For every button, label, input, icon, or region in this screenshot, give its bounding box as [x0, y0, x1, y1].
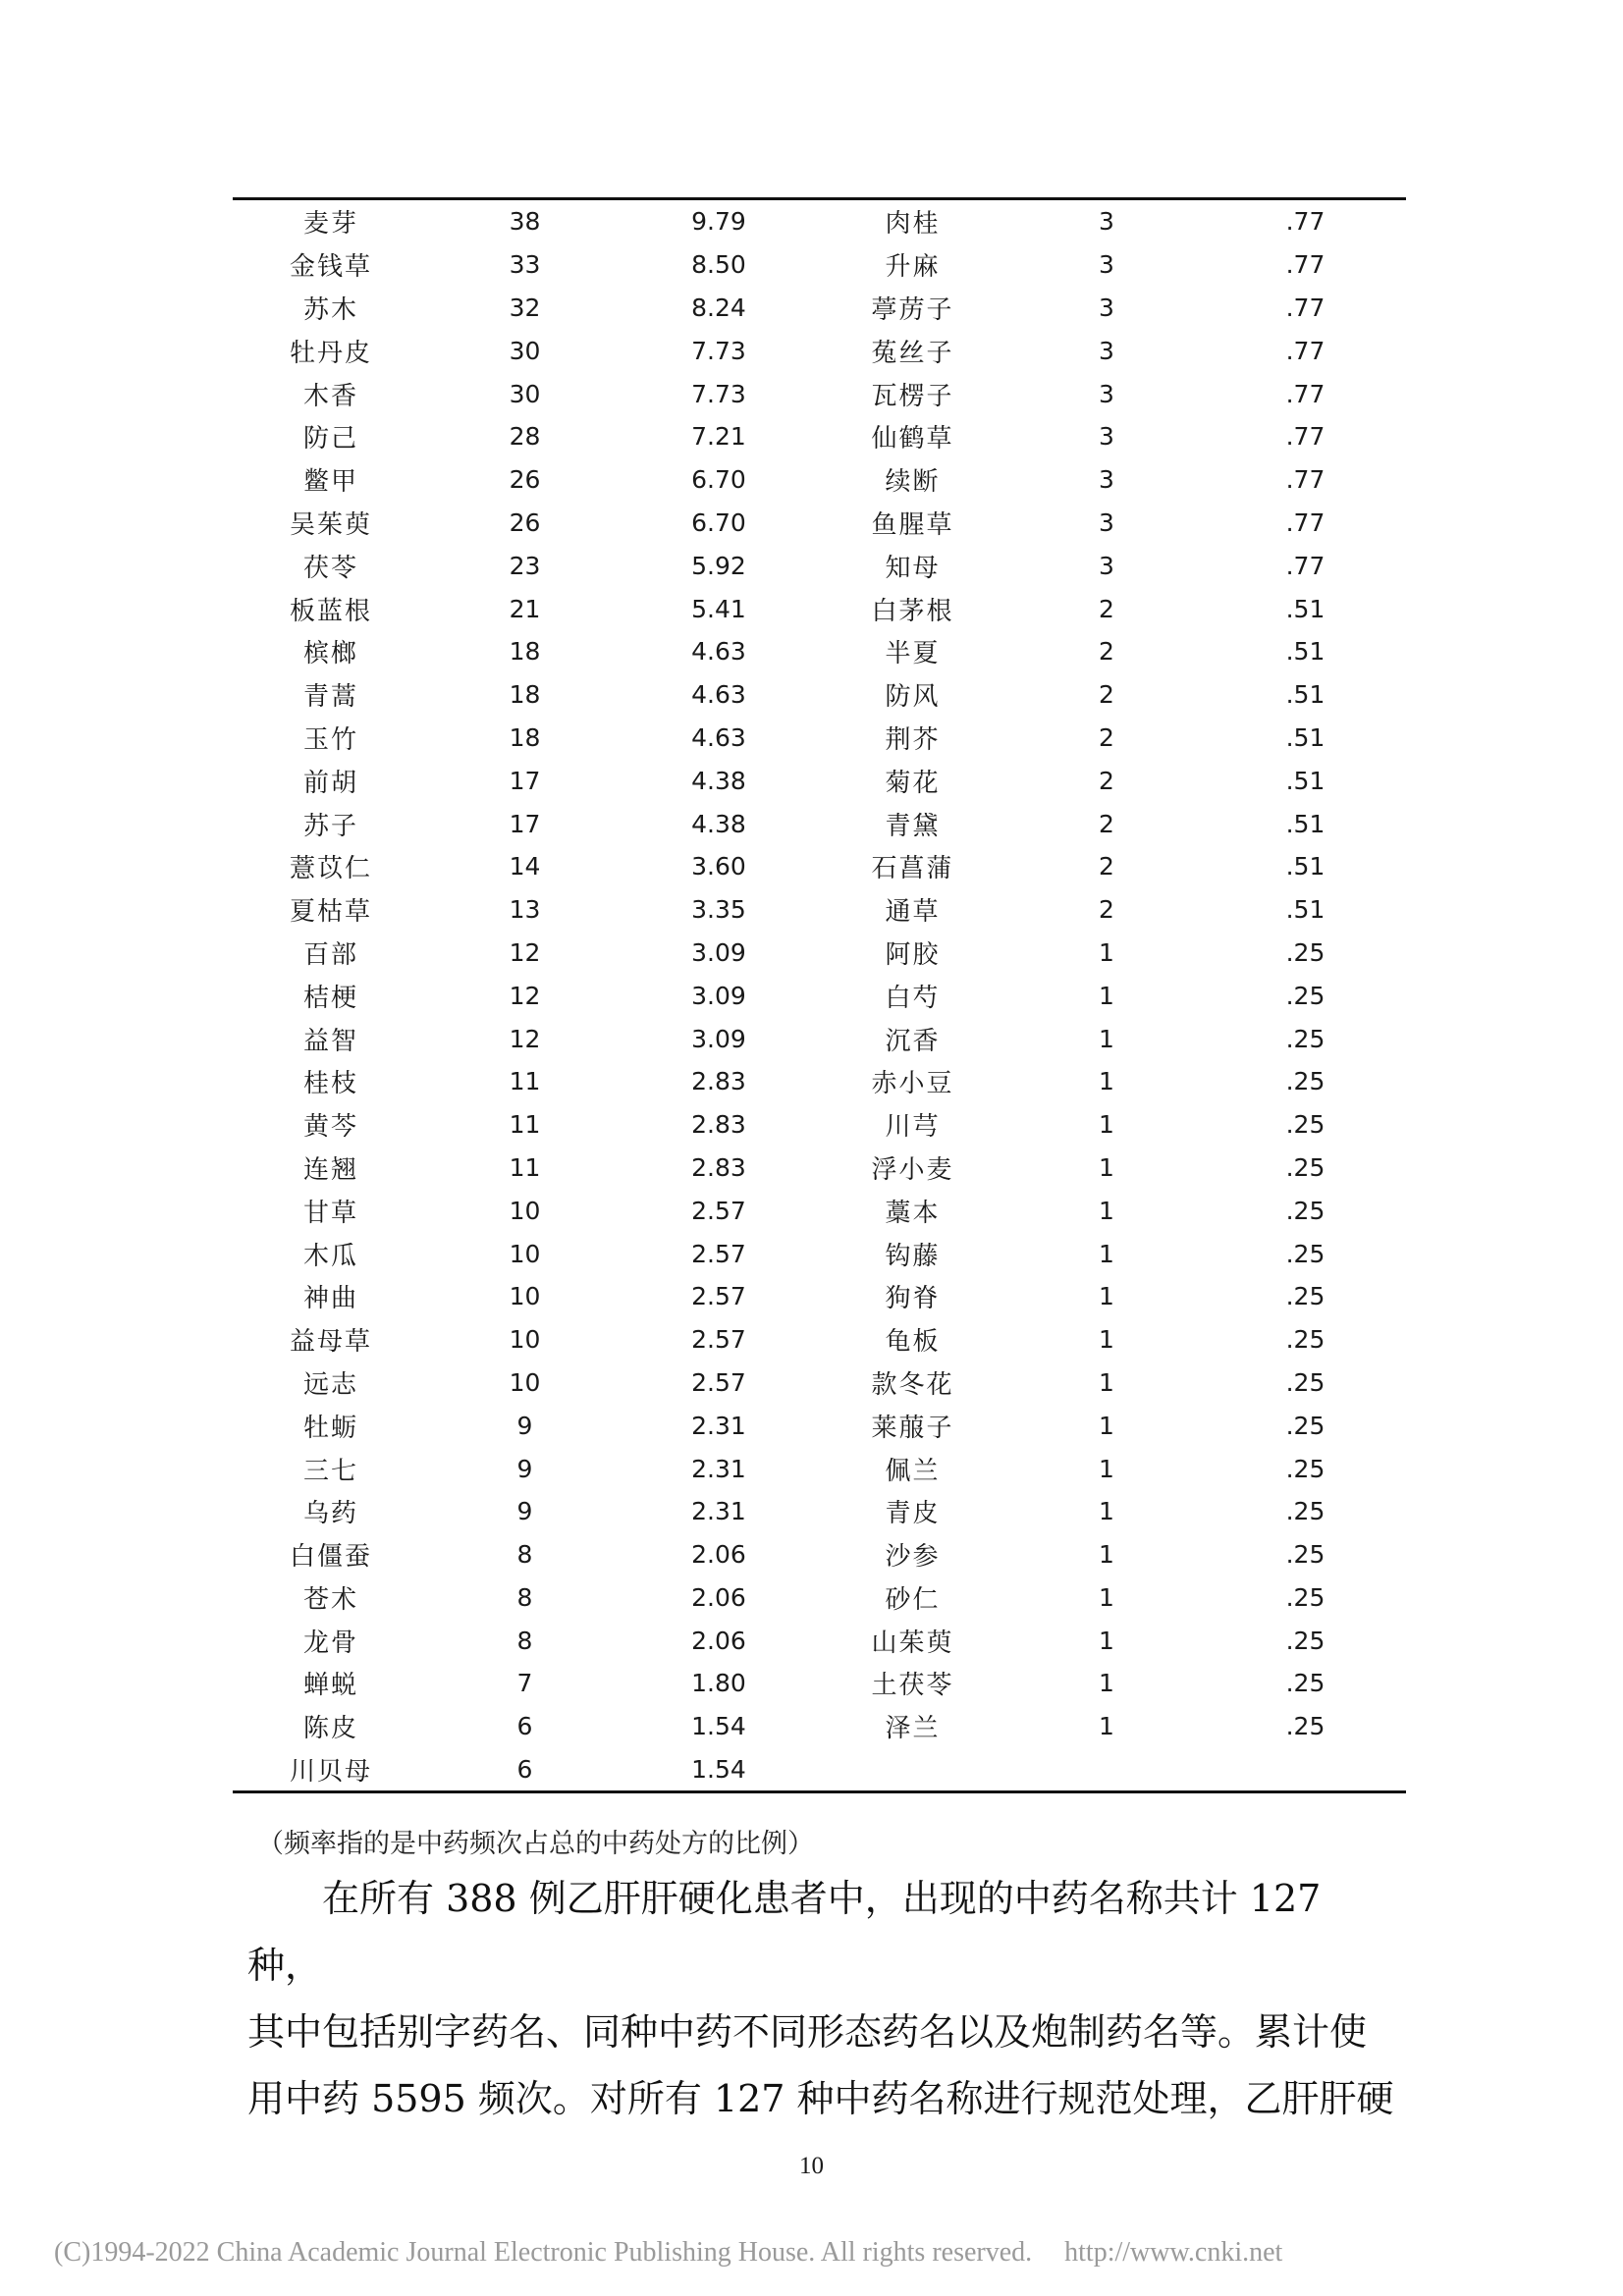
herb-frequency: .51: [1285, 809, 1325, 838]
herb-name: 知母: [885, 553, 941, 583]
herb-name: 乌药: [302, 1499, 358, 1529]
herb-frequency: 9.79: [691, 207, 746, 237]
herb-count: 2: [1099, 722, 1114, 752]
table-row: [233, 329, 1406, 372]
herb-count: 3: [1099, 422, 1114, 452]
herb-count: 3: [1099, 379, 1114, 408]
table-row: [233, 1447, 1406, 1490]
herb-name: 青蒿: [302, 682, 358, 713]
herb-frequency: .51: [1285, 852, 1325, 881]
herb-count: 10: [509, 1367, 541, 1397]
herb-frequency: .25: [1285, 937, 1325, 967]
herb-name: 金钱草: [289, 252, 372, 283]
herb-frequency: 7.21: [691, 422, 746, 452]
herb-count: 2: [1099, 809, 1114, 838]
herb-frequency-table: [233, 197, 1406, 1793]
herb-count: 30: [509, 336, 541, 365]
herb-count: 33: [509, 250, 541, 280]
herb-name: 木香: [302, 381, 358, 411]
herb-count: 32: [509, 293, 541, 322]
herb-count: 13: [509, 895, 541, 925]
herb-name: 牡丹皮: [289, 338, 372, 368]
herb-name: 荆芥: [885, 724, 941, 755]
herb-frequency: 2.57: [691, 1325, 746, 1355]
herb-count: 2: [1099, 680, 1114, 710]
herb-frequency: 3.09: [691, 1024, 746, 1053]
herb-count: 26: [509, 465, 541, 495]
herb-count: 1: [1099, 1325, 1114, 1355]
herb-name: [817, 1748, 1008, 1791]
herb-frequency: 1.54: [691, 1755, 746, 1785]
herb-count: 28: [509, 422, 541, 452]
table-row: [233, 1232, 1406, 1275]
table-row: [233, 932, 1406, 975]
herb-frequency: .25: [1285, 1282, 1325, 1311]
copyright-footer: [54, 2237, 1308, 2269]
herb-name: 佩兰: [885, 1456, 941, 1486]
herb-count: 11: [509, 1110, 541, 1140]
table-row: [233, 1533, 1406, 1576]
herb-frequency: .25: [1285, 1582, 1325, 1612]
herb-frequency: 2.31: [691, 1454, 746, 1483]
herb-count: 12: [509, 937, 541, 967]
herb-name: 甘草: [302, 1198, 358, 1228]
herb-frequency: 8.50: [691, 250, 746, 280]
herb-count: 17: [509, 766, 541, 795]
herb-frequency: .25: [1285, 1497, 1325, 1526]
table-row: [233, 243, 1406, 287]
herb-frequency: .25: [1285, 1067, 1325, 1096]
herb-count: 10: [509, 1325, 541, 1355]
herb-name: 鱼腥草: [871, 509, 954, 540]
table-row: [233, 717, 1406, 760]
herb-name: 陈皮: [302, 1714, 358, 1744]
herb-frequency: 2.06: [691, 1582, 746, 1612]
table-row: [233, 287, 1406, 330]
herb-count: 1: [1099, 1067, 1114, 1096]
table-row: [233, 1619, 1406, 1662]
herb-name: 百部: [302, 939, 358, 970]
herb-name: 狗脊: [885, 1284, 941, 1314]
herb-frequency: .51: [1285, 594, 1325, 623]
herb-count: 1: [1099, 981, 1114, 1010]
herb-count: 26: [509, 507, 541, 537]
herb-name: 牡蛎: [302, 1413, 358, 1443]
herb-name: 桔梗: [302, 983, 358, 1013]
table-row: [233, 1147, 1406, 1190]
herb-frequency: 2.57: [691, 1239, 746, 1268]
table-row: [233, 888, 1406, 932]
table-row: [233, 630, 1406, 673]
herb-name: 赤小豆: [871, 1069, 954, 1099]
herb-name: 浮小麦: [871, 1154, 954, 1185]
herb-name: 夏枯草: [289, 897, 372, 928]
herb-frequency: 2.57: [691, 1367, 746, 1397]
table-row: [233, 1318, 1406, 1362]
herb-name: 泽兰: [885, 1714, 941, 1744]
herb-count: 1: [1099, 1411, 1114, 1440]
herb-name: 石菖蒲: [871, 854, 954, 884]
herb-name: 升麻: [885, 252, 941, 283]
herb-count: 3: [1099, 293, 1114, 322]
herb-frequency: .77: [1285, 507, 1325, 537]
herb-frequency: .77: [1285, 336, 1325, 365]
herb-frequency: 2.83: [691, 1067, 746, 1096]
herb-count: 2: [1099, 895, 1114, 925]
herb-frequency: 4.63: [691, 637, 746, 667]
herb-name: 麦芽: [302, 209, 358, 240]
herb-count: 6: [516, 1755, 533, 1785]
table-row: [233, 1576, 1406, 1620]
herb-name: 青黛: [885, 811, 941, 841]
herb-frequency: 6.70: [691, 507, 746, 537]
herb-name: 前胡: [302, 768, 358, 798]
herb-frequency: [1205, 1748, 1406, 1791]
herb-name: 菟丝子: [871, 338, 954, 368]
herb-count: 10: [509, 1196, 541, 1225]
herb-name: 沙参: [885, 1542, 941, 1573]
herb-frequency: 7.73: [691, 379, 746, 408]
herb-count: 10: [509, 1239, 541, 1268]
table-body: [233, 200, 1406, 1790]
herb-count: 17: [509, 809, 541, 838]
table-row: [233, 1362, 1406, 1405]
herb-frequency: .25: [1285, 1540, 1325, 1570]
table-row: [233, 673, 1406, 717]
herb-frequency: .25: [1285, 1411, 1325, 1440]
herb-name: 薏苡仁: [289, 854, 372, 884]
herb-count: 1: [1099, 1582, 1114, 1612]
herb-name: 钩藤: [885, 1241, 941, 1271]
herb-count: 12: [509, 981, 541, 1010]
table-row: [233, 1189, 1406, 1232]
herb-frequency: .25: [1285, 1669, 1325, 1698]
herb-name: 阿胶: [885, 939, 941, 970]
herb-count: 1: [1099, 1367, 1114, 1397]
page-number: 10: [799, 2153, 824, 2179]
herb-name: 蝉蜕: [302, 1671, 358, 1701]
herb-name: 吴茱萸: [289, 509, 372, 540]
herb-frequency: .77: [1285, 551, 1325, 580]
herb-frequency: .51: [1285, 680, 1325, 710]
herb-name: 半夏: [885, 639, 941, 669]
herb-frequency: 2.57: [691, 1282, 746, 1311]
herb-count: 38: [509, 207, 541, 237]
herb-name: 仙鹤草: [871, 424, 954, 454]
herb-count: 9: [516, 1454, 533, 1483]
herb-frequency: 8.24: [691, 293, 746, 322]
table-row: [233, 1060, 1406, 1103]
herb-frequency: 3.09: [691, 937, 746, 967]
herb-frequency: 5.41: [691, 594, 746, 623]
herb-name: 苏木: [302, 294, 358, 325]
herb-name: 益智: [302, 1026, 358, 1056]
herb-frequency: 4.38: [691, 766, 746, 795]
herb-name: 通草: [885, 897, 941, 928]
table-row: [233, 845, 1406, 888]
table-row: [233, 1490, 1406, 1533]
herb-name: 菊花: [885, 768, 941, 798]
herb-count: 18: [509, 680, 541, 710]
herb-name: 川芎: [885, 1112, 941, 1143]
herb-frequency: 2.57: [691, 1196, 746, 1225]
herb-count: 3: [1099, 336, 1114, 365]
herb-count: 3: [1099, 465, 1114, 495]
table-row: [233, 1275, 1406, 1318]
herb-name: 三七: [302, 1456, 358, 1486]
table-row: [233, 1103, 1406, 1147]
herb-count: 21: [509, 594, 541, 623]
herb-count: 8: [516, 1540, 533, 1570]
herb-count: 18: [509, 637, 541, 667]
table-row: [233, 502, 1406, 545]
herb-name: 白茅根: [871, 596, 954, 626]
herb-name: 益母草: [289, 1327, 372, 1358]
herb-frequency: .25: [1285, 1196, 1325, 1225]
table-row: [233, 200, 1406, 243]
table-bottom-rule: [233, 1790, 1406, 1793]
herb-name: 款冬花: [871, 1369, 954, 1400]
table-row: [233, 458, 1406, 502]
table-row: [233, 1017, 1406, 1060]
table-row: [233, 802, 1406, 845]
paragraph-line: 在所有 388 例乙肝肝硬化患者中，出现的中药名称共计 127 种，: [247, 1877, 1322, 1987]
herb-frequency: .25: [1285, 1024, 1325, 1053]
herb-count: [1008, 1748, 1205, 1791]
herb-frequency: .51: [1285, 895, 1325, 925]
herb-count: 18: [509, 722, 541, 752]
footer-url[interactable]: http://www.cnki.net: [1064, 2237, 1283, 2268]
herb-count: 1: [1099, 1282, 1114, 1311]
herb-name: 玉竹: [302, 724, 358, 755]
herb-name: 葶苈子: [871, 294, 954, 325]
table-row: [233, 587, 1406, 630]
herb-frequency: 3.35: [691, 895, 746, 925]
table-row: [233, 1662, 1406, 1705]
herb-frequency: 2.83: [691, 1152, 746, 1182]
herb-frequency: 2.31: [691, 1411, 746, 1440]
herb-frequency: .77: [1285, 379, 1325, 408]
herb-count: 1: [1099, 1239, 1114, 1268]
herb-count: 1: [1099, 1454, 1114, 1483]
herb-frequency: .77: [1285, 207, 1325, 237]
table-row: [233, 1404, 1406, 1447]
herb-frequency: .25: [1285, 1152, 1325, 1182]
herb-frequency: .51: [1285, 766, 1325, 795]
table-row: [233, 415, 1406, 458]
herb-count: 3: [1099, 507, 1114, 537]
herb-frequency: .51: [1285, 722, 1325, 752]
copyright-text: (C)1994-2022 China Academic Journal Electronic Publishing House. All rights reserved.: [54, 2237, 1033, 2268]
herb-name: 肉桂: [885, 209, 941, 240]
herb-frequency: 3.60: [691, 852, 746, 881]
herb-name: 槟榔: [302, 639, 358, 669]
herb-name: 砂仁: [885, 1584, 941, 1615]
herb-name: 瓦楞子: [871, 381, 954, 411]
herb-frequency: .51: [1285, 637, 1325, 667]
herb-frequency: 7.73: [691, 336, 746, 365]
herb-name: 续断: [885, 467, 941, 498]
herb-frequency: 1.80: [691, 1669, 746, 1698]
herb-count: 11: [509, 1152, 541, 1182]
herb-count: 9: [516, 1411, 533, 1440]
herb-count: 2: [1099, 766, 1114, 795]
herb-count: 1: [1099, 1497, 1114, 1526]
herb-frequency: 2.83: [691, 1110, 746, 1140]
herb-frequency: .25: [1285, 1325, 1325, 1355]
herb-frequency: 2.31: [691, 1497, 746, 1526]
herb-name: 连翘: [302, 1154, 358, 1185]
herb-count: 3: [1099, 551, 1114, 580]
herb-count: 23: [509, 551, 541, 580]
herb-frequency: 4.38: [691, 809, 746, 838]
herb-frequency: 5.92: [691, 551, 746, 580]
herb-frequency: .77: [1285, 293, 1325, 322]
herb-count: 7: [516, 1669, 533, 1698]
paragraph-line: 用中药 5595 频次。对所有 127 种中药名称进行规范处理，乙肝肝硬: [247, 2077, 1394, 2120]
herb-name: 莱菔子: [871, 1413, 954, 1443]
herb-frequency: .25: [1285, 1367, 1325, 1397]
herb-count: 2: [1099, 594, 1114, 623]
herb-frequency: 1.54: [691, 1712, 746, 1741]
herb-frequency: .25: [1285, 1454, 1325, 1483]
herb-count: 1: [1099, 1024, 1114, 1053]
table-row: [233, 759, 1406, 802]
herb-count: 6: [516, 1712, 533, 1741]
herb-count: 1: [1099, 1712, 1114, 1741]
herb-count: 14: [509, 852, 541, 881]
herb-frequency: 4.63: [691, 680, 746, 710]
herb-count: 30: [509, 379, 541, 408]
herb-count: 9: [516, 1497, 533, 1526]
herb-name: 防己: [302, 424, 358, 454]
herb-name: 土茯苓: [871, 1671, 954, 1701]
herb-name: 龙骨: [302, 1628, 358, 1658]
table-row: [233, 372, 1406, 415]
herb-count: 1: [1099, 1152, 1114, 1182]
herb-count: 1: [1099, 1626, 1114, 1655]
herb-count: 3: [1099, 250, 1114, 280]
herb-name: 青皮: [885, 1499, 941, 1529]
herb-count: 3: [1099, 207, 1114, 237]
herb-name: 龟板: [885, 1327, 941, 1358]
herb-name: 板蓝根: [289, 596, 372, 626]
herb-name: 沉香: [885, 1026, 941, 1056]
herb-frequency: 2.06: [691, 1540, 746, 1570]
body-paragraph: [247, 1865, 1401, 2132]
herb-name: 远志: [302, 1369, 358, 1400]
herb-frequency: .25: [1285, 1712, 1325, 1741]
herb-count: 1: [1099, 1540, 1114, 1570]
herb-frequency: 2.06: [691, 1626, 746, 1655]
herb-frequency: .25: [1285, 1110, 1325, 1140]
herb-frequency: .77: [1285, 465, 1325, 495]
table-row: [233, 544, 1406, 587]
herb-count: 2: [1099, 637, 1114, 667]
herb-name: 桂枝: [302, 1069, 358, 1099]
herb-frequency: .25: [1285, 1239, 1325, 1268]
herb-frequency: .77: [1285, 422, 1325, 452]
herb-count: 11: [509, 1067, 541, 1096]
table-row: [233, 1705, 1406, 1748]
herb-count: 1: [1099, 1669, 1114, 1698]
herb-name: 川贝母: [289, 1757, 372, 1788]
herb-frequency: .77: [1285, 250, 1325, 280]
herb-count: 10: [509, 1282, 541, 1311]
herb-name: 鳖甲: [302, 467, 358, 498]
herb-name: 藁本: [885, 1198, 941, 1228]
herb-frequency: .25: [1285, 1626, 1325, 1655]
herb-name: 防风: [885, 682, 941, 713]
herb-count: 8: [516, 1582, 533, 1612]
herb-count: 1: [1099, 1196, 1114, 1225]
herb-count: 1: [1099, 1110, 1114, 1140]
herb-name: 山茱萸: [871, 1628, 954, 1658]
herb-frequency: .25: [1285, 981, 1325, 1010]
herb-count: 2: [1099, 852, 1114, 881]
herb-name: 白僵蚕: [289, 1542, 372, 1573]
herb-name: 苍术: [302, 1584, 358, 1615]
herb-count: 1: [1099, 937, 1114, 967]
herb-name: 茯苓: [302, 553, 358, 583]
herb-name: 黄芩: [302, 1112, 358, 1143]
table-row: [233, 1748, 1406, 1791]
herb-count: 12: [509, 1024, 541, 1053]
herb-name: 苏子: [302, 811, 358, 841]
herb-frequency: 6.70: [691, 465, 746, 495]
herb-name: 神曲: [302, 1284, 358, 1314]
paragraph-line: 其中包括别字药名、同种中药不同形态药名以及炮制药名等。累计使: [247, 2010, 1368, 2054]
herb-frequency: 4.63: [691, 722, 746, 752]
herb-name: 木瓜: [302, 1241, 358, 1271]
herb-count: 8: [516, 1626, 533, 1655]
herb-name: 白芍: [885, 983, 941, 1013]
table-row: [233, 974, 1406, 1017]
table-note: （频率指的是中药频次占总的中药处方的比例）: [257, 1829, 814, 1859]
herb-frequency: 3.09: [691, 981, 746, 1010]
